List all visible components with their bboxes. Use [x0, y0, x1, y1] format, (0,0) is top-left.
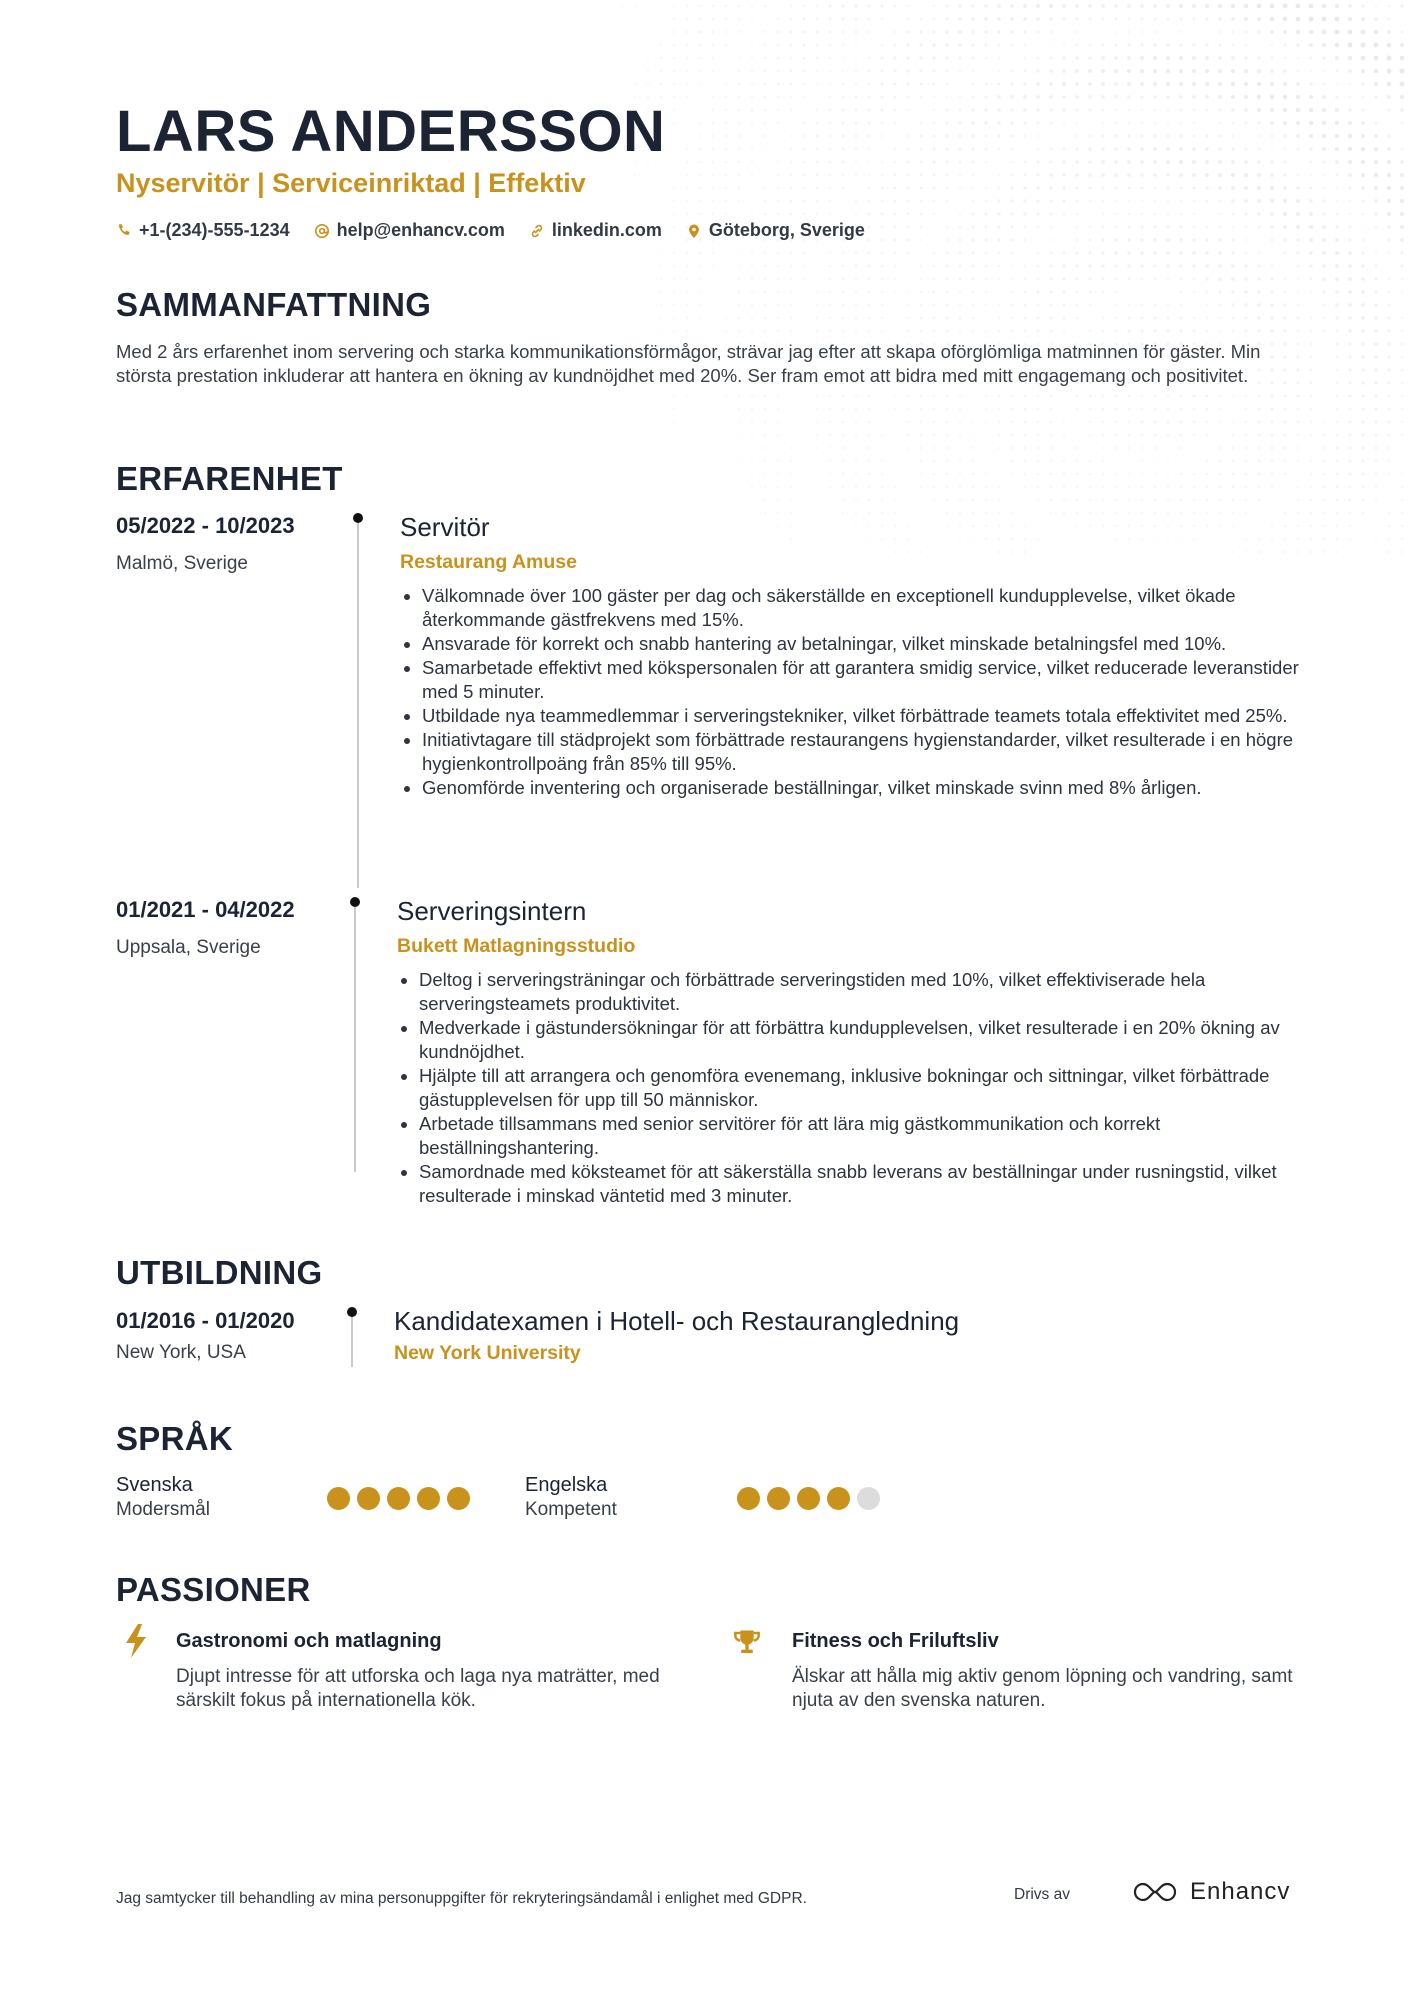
timeline-line: [354, 907, 356, 1172]
languages-heading: SPRÅK: [116, 1420, 234, 1457]
experience-bullet: • Utbildade nya teammedlemmar i serveringstekniker, vilket förbättrade teamets totala effektivitet med 25%.: [422, 704, 1312, 728]
experience-dates: 01/2021 - 04/2022: [116, 897, 295, 922]
contact-phone-text: +1-(234)-555-1234: [139, 220, 290, 240]
phone-icon: [116, 223, 132, 239]
dotted-background-pattern: [590, 0, 1410, 560]
education-dates: 01/2016 - 01/2020: [116, 1308, 295, 1333]
timeline-line: [351, 1317, 353, 1367]
experience-bullet: • Samordnade med köksteamet för att säkerställa snabb leverans av beställningar under rusningstid, vilket resulterade i minskad väntetid med 3 minuter.: [419, 1160, 1309, 1208]
experience-location: Uppsala, Sverige: [116, 937, 261, 958]
language-name: Engelska: [525, 1474, 608, 1496]
contact-bar: [116, 220, 865, 241]
trophy-icon: [732, 1625, 762, 1661]
powered-by-label: Drivs av: [1014, 1886, 1070, 1903]
contact-location: [686, 220, 865, 241]
contact-email-text: help@enhancv.com: [336, 220, 505, 240]
passion-description: Djupt intresse för att utforska och laga nya maträtter, med särskilt fokus på internationella kök.: [176, 1666, 660, 1711]
contact-phone[interactable]: [116, 220, 290, 241]
timeline-dot: [350, 897, 360, 907]
experience-role: Serveringsintern: [397, 896, 587, 926]
experience-bullet: • Ansvarade för korrekt och snabb hantering av betalningar, vilket minskade betalningsfel med 10%.: [422, 632, 1312, 656]
rating-dot-filled: [417, 1487, 440, 1510]
gdpr-consent: Jag samtycker till behandling av mina personuppgifter för rekryteringsändamål i enlighet med GDPR.: [116, 1890, 807, 1907]
summary-text: Med 2 års erfarenhet inom servering och starka kommunikationsförmågor, strävar jag efter att skapa oförglömliga matminnen för gäster. Min största prestation inkluderar att hantera en ökning av kundnöjdhet med 20%. Ser fram emot att bidra med mitt engagemang och positivitet.: [116, 341, 1261, 386]
education-heading: UTBILDNING: [116, 1254, 323, 1291]
experience-bullets: [397, 968, 1309, 1208]
contact-email[interactable]: [314, 220, 505, 241]
rating-dot-filled: [797, 1487, 820, 1510]
education-degree: Kandidatexamen i Hotell- och Restaurangledning: [394, 1306, 960, 1336]
rating-dot-filled: [327, 1487, 350, 1510]
contact-linkedin[interactable]: [529, 220, 662, 241]
education-location: New York, USA: [116, 1342, 246, 1363]
timeline-dot: [347, 1307, 357, 1317]
experience-location: Malmö, Sverige: [116, 553, 248, 574]
enhancv-logo[interactable]: [1132, 1878, 1290, 1906]
brand-name: Enhancv: [1190, 1878, 1291, 1905]
lightning-icon: [121, 1623, 151, 1659]
passion-title: Gastronomi och matlagning: [176, 1630, 442, 1652]
passions-heading: PASSIONER: [116, 1571, 311, 1608]
summary-heading: SAMMANFATTNING: [116, 286, 432, 323]
rating-dot-filled: [767, 1487, 790, 1510]
experience-bullet: • Medverkade i gästundersökningar för att förbättra kundupplevelsen, vilket resulterade i en 20% ökning av kundnöjdhet.: [419, 1016, 1309, 1064]
link-icon: [529, 223, 545, 239]
rating-dot-filled: [387, 1487, 410, 1510]
timeline-line: [357, 523, 359, 888]
experience-heading: ERFARENHET: [116, 460, 343, 497]
education-school: New York University: [394, 1342, 581, 1364]
experience-bullet: • Arbetade tillsammans med senior servitörer för att lära mig gästkommunikation och korrekt beställningshantering.: [419, 1112, 1309, 1160]
language-name: Svenska: [116, 1474, 193, 1496]
passion-title: Fitness och Friluftsliv: [792, 1630, 999, 1652]
experience-bullet: • Välkomnade över 100 gäster per dag och säkerställde en exceptionell kundupplevelse, vilket ökade återkommande gästfrekvens med 15%.: [422, 584, 1312, 632]
contact-linkedin-text: linkedin.com: [551, 220, 662, 240]
experience-bullet: • Samarbetade effektivt med kökspersonalen för att garantera smidig service, vilket reducerade leveranstider med 5 minuter.: [422, 656, 1312, 704]
experience-bullet: • Hjälpte till att arrangera och genomföra evenemang, inklusive bokningar och sittningar, vilket förbättrade gästupplevelsen för upp till 50 människor.: [419, 1064, 1309, 1112]
experience-company: Restaurang Amuse: [400, 551, 577, 573]
experience-company: Bukett Matlagningsstudio: [397, 935, 636, 957]
passion-description: Älskar att hålla mig aktiv genom löpning och vandring, samt njuta av den svenska naturen.: [792, 1666, 1293, 1711]
language-rating: [737, 1487, 880, 1510]
language-level: Kompetent: [525, 1499, 617, 1520]
at-icon: [314, 223, 330, 239]
location-icon: [686, 223, 702, 239]
experience-bullet: • Genomförde inventering och organiserade beställningar, vilket minskade svinn med 8% årligen.: [422, 776, 1312, 800]
experience-role: Servitör: [400, 512, 490, 542]
experience-bullet: • Initiativtagare till städprojekt som förbättrade restaurangens hygienstandarder, vilket resulterade i en högre hygienkontrollpoäng från 85% till 95%.: [422, 728, 1312, 776]
rating-dot-empty: [857, 1487, 880, 1510]
rating-dot-filled: [357, 1487, 380, 1510]
language-level: Modersmål: [116, 1499, 210, 1520]
experience-bullets: [400, 584, 1312, 800]
candidate-name: LARS ANDERSSON: [116, 99, 666, 164]
experience-dates: 05/2022 - 10/2023: [116, 513, 295, 538]
timeline-dot: [353, 513, 363, 523]
rating-dot-filled: [737, 1487, 760, 1510]
rating-dot-filled: [827, 1487, 850, 1510]
contact-location-text: Göteborg, Sverige: [708, 220, 865, 240]
language-rating: [327, 1487, 470, 1510]
infinity-icon: [1132, 1880, 1178, 1904]
experience-bullet: • Deltog i serveringsträningar och förbättrade serveringstiden med 10%, vilket effektiviserade hela serveringsteamets produktivitet.: [419, 968, 1309, 1016]
candidate-title: Nyservitör | Serviceinriktad | Effektiv: [116, 168, 586, 198]
rating-dot-filled: [447, 1487, 470, 1510]
